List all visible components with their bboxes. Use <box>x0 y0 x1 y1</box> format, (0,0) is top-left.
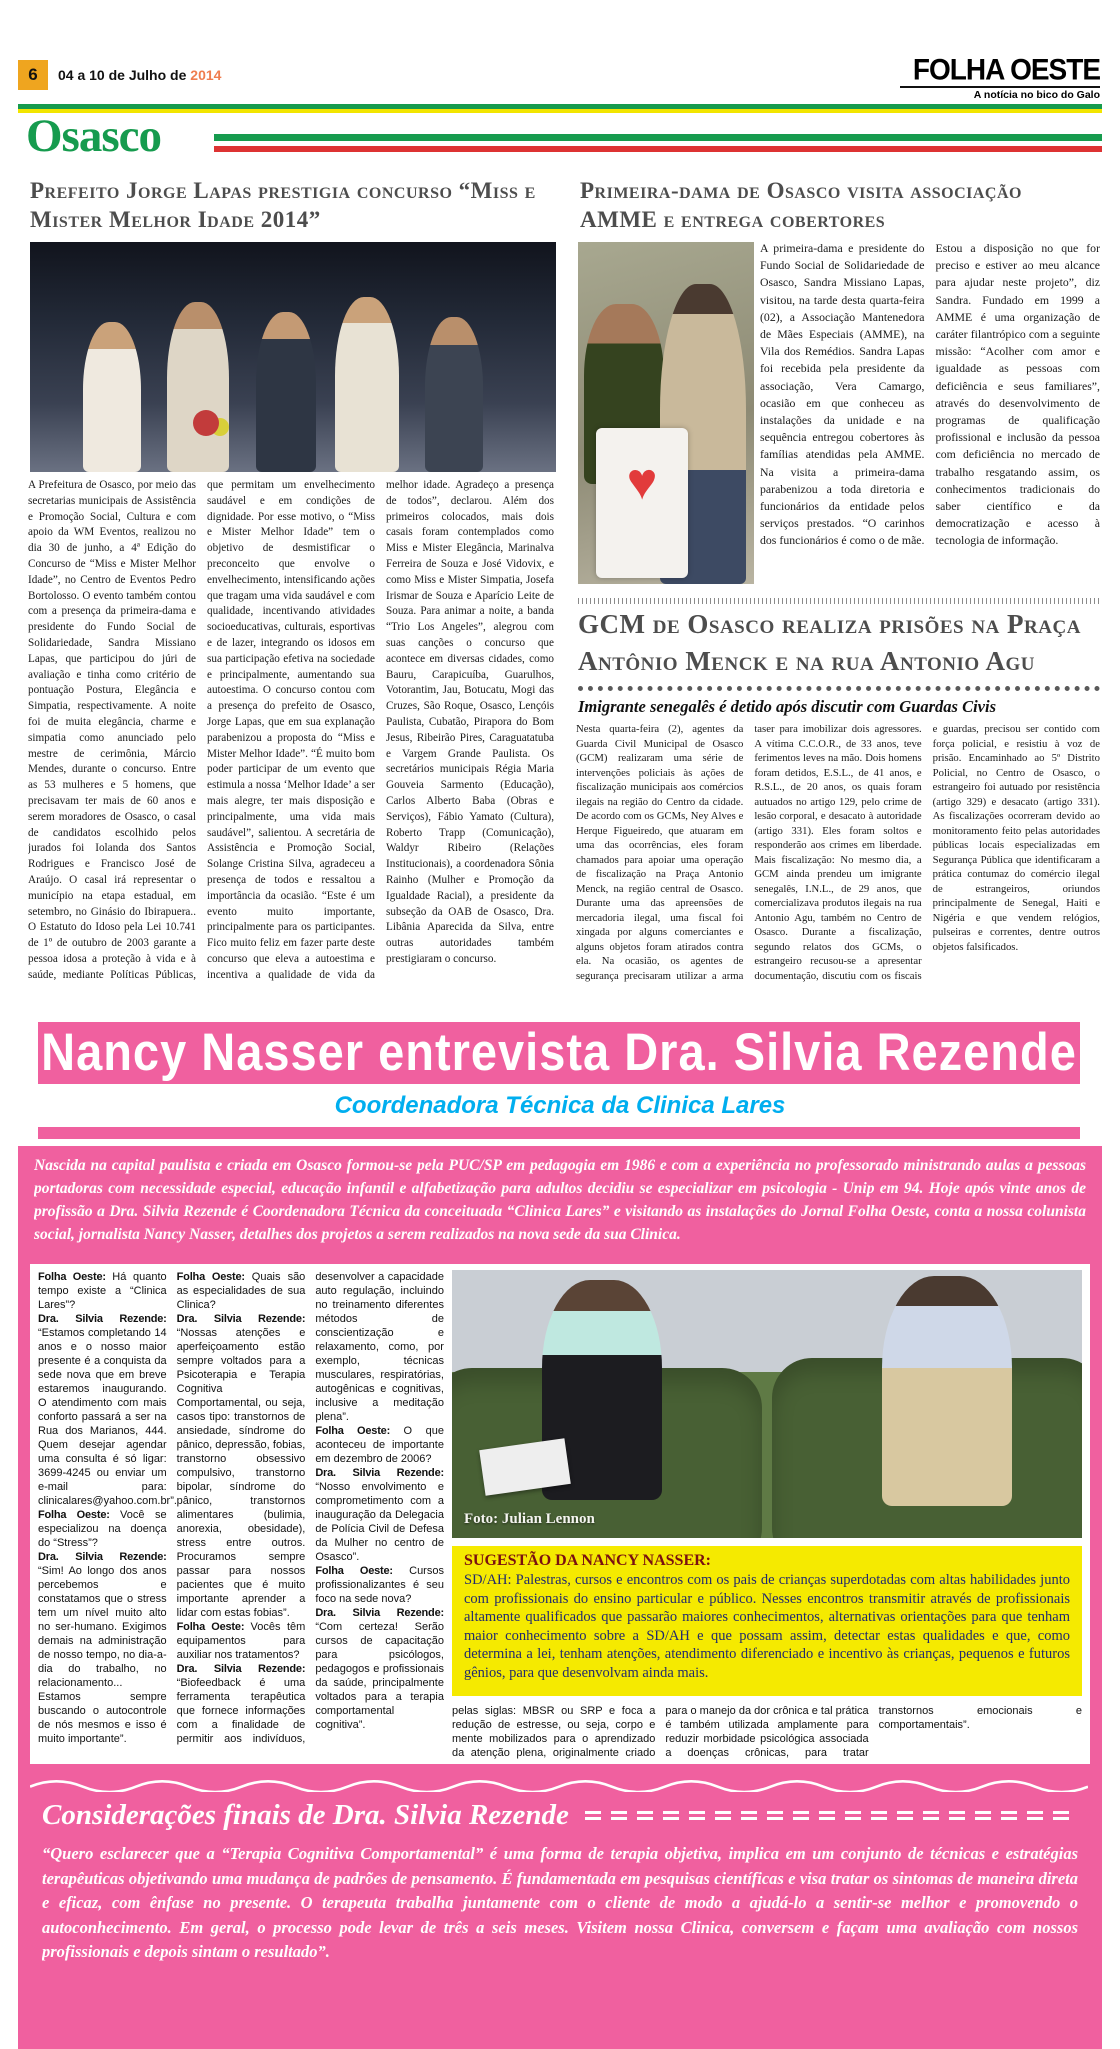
article2-photo <box>578 242 754 584</box>
suggestion-box <box>452 1546 1082 1696</box>
masthead <box>900 53 1100 101</box>
interview-banner <box>38 1022 1080 1084</box>
masthead-title: FOLHA OESTE <box>912 53 1100 86</box>
qa-segment: Folha Oeste: Quais são as especialidades de sua Clinica? <box>176 1271 306 1311</box>
qa-segment: Dra. Silvia Rezende: “Com certeza! Serão cursos de capacitação para psicólogos, pedagogos e profissionais da saúde, principalmente voltados para a terapia comportamental cognitiva”. <box>315 1607 444 1731</box>
article2-headline: Primeira-dama de Osasco visita associação AMME e entrega cobertores <box>580 178 1022 232</box>
article2-body: A primeira-dama e presidente do Fundo Social de Solidariedade de Osasco, Sandra Missiano Lapas, visitou, na tarde desta quarta-feira (02), a Associação Mantenedora de Mães Especiais (AMME), na Vila dos Remédios. Sandra Lapas foi recebida pela presidente da associação, Vera Camargo, ocasião em que conheceu as instalações da unidade e na sequência entregou cobertores às famílias atendidas pela AMME. Na visita a primeira-dama parabenizou a toda diretoria e funcionários da entidade pelos serviços prestados. “O carinhos dos funcionários é como o de mãe. Estou a disposição no que for preciso e estiver ao meu alcance para ajudar neste projeto”, diz Sandra. Fundado em 1999 a AMME é uma organização de caráter filantrópico com a seguinte missão: “Acolher com amor e igualdade as pessoas com deficiência e seus familiares”, através do desenvolvimento de programas de qualificação profissional e inclusão da pessoa com deficiência no mercado de trabalho resgatando assim, os conhecimentos tradicionais do saber científico e da democratização e acesso à tecnologia de informação. <box>760 241 1100 548</box>
article3-headline: GCM de Osasco realiza prisões na Praça Antônio Menck e na rua Antonio Agu <box>578 609 1081 676</box>
final-heading-row <box>42 1798 1078 1832</box>
page-number-badge: 6 <box>18 60 48 90</box>
section-title: Osasco <box>26 110 161 162</box>
qa-segment: Dra. Silvia Rezende: “Nosso envolvimento e comprometimento com a inauguração da Delegacia de Polícia Civil de Defesa da Mulher no centro de Osasco”. <box>315 1467 444 1563</box>
qa-segment: Folha Oeste: O que aconteceu de importante em dezembro de 2006? <box>315 1425 444 1465</box>
interview-continuation: pelas siglas: MBSR ou SRP e foca a redução de estresse, ou seja, corpo e mente mobilizados para o aprendizado da atenção plena, originalmente criado para o manejo da dor crônica e tal prática é também utilizada amplamente para reduzir morbidade psicológica associada a doenças crônicas, para tratar transtornos emocionais e comportamentais”. <box>452 1705 1082 1759</box>
interview-intro: Nascida na capital paulista e criada em Osasco formou-se pela PUC/SP em pedagogia em 1986 e com a experiência no professorado ministrando aulas a pessoas portadoras com necessidade especial, educação infantil e alfabetização para adultos decidiu se especializar em psicologia - Unip em 94. Hoje após vinte anos de profissão a Dra. Silvia Rezende é Coordenadora Técnica da conceituada “Clinica Lares” e visitando as instalações do Jornal Folha Oeste, conta a nossa colunista social, jornalista Nancy Nasser, detalhes dos projetos a serem realizados na nova sede da sua Clinica. <box>34 1157 1086 1243</box>
section-rule-green <box>214 134 1102 141</box>
interview-section <box>18 1146 1102 2049</box>
issue-date-text: 04 a 10 de Julho de <box>58 67 187 83</box>
qa-segment: Dra. Silvia Rezende: “Nossas atenções e aperfeiçoamento estão sempre voltados para a Psicoterapia e Terapia Cognitiva Comportamental, ou seja, casos tipo: transtornos de ansiedade, síndrome do pânico, depressão, fobias, transtorno obsessivo compulsivo, transtorno bipolar, síndrome do pânico, transtornos alimentares (bulimia, anorexia, obesidade), stress entre outros. Procuramos sempre passar para nossos pacientes que é muito importante aprender a lidar com estas fobias”. <box>176 1313 306 1619</box>
masthead-tagline: A notícia no bico do Galo <box>900 86 1100 101</box>
article1-headline: Prefeito Jorge Lapas prestigia concurso “Miss e Mister Melhor Idade 2014” <box>30 178 536 232</box>
person-figure <box>335 297 399 472</box>
article3-top-rule <box>578 598 1100 604</box>
qa-segment: Dra. Silvia Rezende: “Sim! Ao longo dos anos percebemos e constatamos que o stress tem um nível muito alto no ser-humano. Exigimos demais na administração de nosso tempo, no dia-a-dia do trabalho, no relacionamento... Estamos sempre buscando o autocontrole de nós mesmos e isso é muito importante”. <box>38 1551 167 1745</box>
flower-bouquet <box>193 410 219 436</box>
suggestion-heading: SUGESTÃO DA NANCY NASSER: <box>464 1552 712 1569</box>
interview-banner-title: Nancy Nasser entrevista Dra. Silvia Rezende <box>41 1021 1077 1082</box>
final-heading: Considerações finais de Dra. Silvia Rezende <box>42 1799 569 1831</box>
interview-photo-bg <box>452 1270 1082 1538</box>
issue-date-year: 2014 <box>190 67 222 83</box>
person-figure <box>882 1276 1012 1506</box>
qa-segment: Dra. Silvia Rezende: “Biofeedback é uma ferramenta terapêutica que fornece informações com a finalidade de permitir aos indivíduos, desenvolver a capacidade auto regulação, incluindo no treinamento diferentes métodos de conscientização e relaxamento, como, por exemplo, técnicas musculares, respiratórias, autogênicas e cognitivas, inclusive a meditação plena”. <box>176 1271 444 1745</box>
pink-strip <box>38 1127 1080 1139</box>
qa-segment: Folha Oeste: Cursos profissionalizantes é seu foco na sede nova? <box>315 1565 444 1605</box>
qa-segment: Folha Oeste: Há quanto tempo existe a “Clinica Lares”? <box>38 1271 167 1311</box>
suggestion-body: SD/AH: Palestras, cursos e encontros com os pais de crianças superdotadas com altas habilidades junto com profissionais do ensino particular e público. Nesses encontros transmitir através de profissionais altamente qualificados que passarão maiores conhecimentos, alternativas orientações para que tenham maior conhecimento sobre a SD/AH e que possam assim, detectar estas qualidades e que, como determina a lei, tenham atenções, atendimento diferenciado e incentivo às crianças, pequenos e futuros gênios, para que desenvolvam ainda mais. <box>464 1572 1070 1681</box>
person-figure <box>425 317 483 472</box>
interview-subtitle: Coordenadora Técnica da Clinica Lares <box>334 1092 786 1119</box>
gift-bag <box>596 428 688 578</box>
interview-qa-columns <box>38 1270 444 1758</box>
header-rule <box>18 104 1102 113</box>
article1-photo <box>30 242 556 472</box>
heart-icon: ♥ <box>626 454 658 511</box>
article3-body: Nesta quarta-feira (2), agentes da Guarda Civil Municipal de Osasco (GCM) realizaram uma série de intervenções policiais às ações de fiscalização municipais aos comércios ilegais na região do Centro da cidade. De acordo com os GCMs, Ney Alves e Herque Figueiredo, que atuaram em uma das ocorrências, eles foram chamados para apoiar uma operação de fiscalização na Praça Antonio Menck, na região central de Osasco. Durante uma das apreensões de mercadoria ilegal, uma fiscal foi xingada por alguns comerciantes e alguns objetos foram atirados contra ela. Na ocasião, os agentes de segurança precisaram utilizar a arma taser para imobilizar dois agressores. A vítima C.C.O.R., de 33 anos, teve ferimentos leves na mão. Dois homens foram detidos, E.S.L., de 41 anos, e R.S.L., de 20 anos, os quais foram autuados no artigo 129, pelo crime de lesão corporal, e desacato à autoridade (artigo 331). Eles foram soltos e responderão aos crimes em liberdade. Mais fiscalização: No mesmo dia, a GCM ainda prendeu um imigrante senegalês, I.N.L., de 29 anos, que comercializava produtos ilegais na rua Antonio Agu, também no Centro de Osasco. Durante a fiscalização, segundo relatos dos GCMs, o estrangeiro recusou-se a apresentar documentação, discutiu com os fiscais e guardas, precisou ser contido com força policial, e resistiu à voz de prisão. Encaminhado ao 5º Distrito Policial, no Centro de Osasco, o estrangeiro foi autuado por resistência (artigo 329) e desacato (artigo 331). As fiscalizações ocorreram devido ao monitoramento feito pelas autoridades públicas locais especializadas em Segurança Pública que identificaram a prática contumaz do comércio ilegal de estrangeiros, oriundos principalmente de Senegal, Haiti e Nigéria e que vendem relógios, pulseiras e correntes, dentre outros objetos falsificados. <box>576 723 1100 982</box>
person-figure <box>83 322 141 472</box>
person-figure <box>167 302 229 472</box>
section-rule-red <box>214 146 1102 152</box>
qa-segment: Dra. Silvia Rezende: “Estamos completando 14 anos e o nosso maior presente é a conquista da sede nova que em breve estaremos inaugurando. O atendimento com mais conforto passará a ser na Rua dos Marianos, 444. Quem desejar agendar uma consulta é só ligar: 3699-4245 ou enviar um e-mail para: clinicalares@yahoo.com.br”. <box>38 1313 177 1507</box>
final-quote: “Quero esclarecer que a “Terapia Cognitiva Comportamental” é uma forma de terapia objetiva, implica em um conjunto de técnicas e estratégias terapêuticas objetivando uma mudança de padrões de pensamento. É fundamentada em pesquisas científicas e visa tratar os sintomas de maneira direta e eficaz, com ênfase no presente. O terapeuta trabalha juntamente com o cliente de modo a ajudá-lo a sentir-se melhor e promovendo o autoconhecimento. Em geral, o processo pode levar de três a seis meses. Visitem nossa Clinica, conversem e façam uma avaliação com nossos profissionais e depois sintam o resultado”. <box>42 1844 1078 1961</box>
wavy-line <box>30 1776 1088 1792</box>
issue-date <box>58 67 221 83</box>
article3-subhead: Imigrante senegalês é detido após discutir com Guardas Civis <box>578 697 997 716</box>
interview-photo <box>452 1270 1082 1538</box>
article1-body: A Prefeitura de Osasco, por meio das secretarias municipais de Assistência e Promoção Social, Cultura e com apoio da WM Eventos, realizou no dia 30 de junho, a 4ª Edição do Concurso de “Miss e Mister Melhor Idade”, no Centro de Eventos Pedro Bortolosso. O evento também contou com a presença da primeira-dama e presidente do Fundo Social de Solidariedade, Sandra Missiano Lapas, que participou do júri de avaliação e tinha como critério de pontuação Postura, Elegância e Simpatia, respectivamente. A noite foi de muita elegância, charme e simpatia como anunciado pelo mestre de cerimônia, Márcio Mendes, durante o concurso. Entre as 53 mulheres e 5 homens, que precisavam ter mais de 60 anos e serem moradores de Osasco, o casal de candidatos escolhido pelos jurados foi Iolanda dos Santos Rodrigues e Francisco José de Araújo. O casal irá representar o município na etapa estadual, em setembro, no Ginásio do Ibirapuera.. O Estatuto do Idoso pela Lei 10.741 de 1º de outubro de 2003 garante a pessoa idosa a proteção à vida e à saúde, mediante Políticas Públicas, que permitam um envelhecimento saudável e em condições de dignidade. Por esse motivo, o “Miss e Mister Melhor Idade” tem o objetivo de desmistificar o preconceito que envolve o envelhecimento, intensificando ações que tragam uma vida saudável e com qualidade, incentivando atividades socioeducativas, culturais, esportivas e de lazer, integrando os idosos em sua participação efetiva na sociedade e principalmente, aumentando sua autoestima. O concurso contou com a presença do prefeito de Osasco, Jorge Lapas, que em sua explanação parabenizou a proposta do “Miss e Mister Melhor Idade”. “É muito bom poder participar de um evento que estimula a nossa ‘Melhor Idade’ a ser mais alegre, ter mais disposição e principalmente, uma vida mais saudável”, salientou. A secretária de Assistência e Promoção Social, Solange Cristina Silva, agradeceu a presença de todos e ressaltou a importância da ocasião. “Este é um evento muito importante, principalmente para os participantes. Fico muito feliz em fazer parte deste concurso que eleva a autoestima e incentiva a qualidade de vida da melhor idade. Agradeço a presença de todos”, declarou. Além dos primeiros colocados, mais dois casais foram contemplados como Miss e Mister Elegância, Marinalva Ferreira de Souza e José Vidovix, e como Miss e Mister Simpatia, Josefa Irismar de Souza e Aparício Leite de Souza. Para animar a noite, a banda “Trio Los Angeles”, alegrou com suas canções o concurso que acontece em diversas cidades, como Bauru, Carapicuíba, Guarulhos, Votorantim, Jau, Botucatu, Mogi das Cruzes, São Roque, Osasco, Lençóis Paulista, Cubatão, Pirapora do Bom Jesus, Ribeirão Pires, Caraguatatuba e Vargem Grande Paulista. Os secretários municipais Régia Maria Gouveia Sarmento (Educação), Carlos Alberto Baba (Obras e Serviços), Fábio Yamato (Cultura), Roberto Trapp (Comunicação), Waldyr Ribeiro (Relações Institucionais), a coordenadora Sônia Rainho (Mulher e Promoção da Igualdade Racial), a presidente da subseção da OAB de Osasco, Dra. Libânia Aparecida da Silva, entre outras autoridades também prestigiaram o concurso. <box>28 479 554 981</box>
qa-segment: Folha Oeste: Você se especializou na doença do “Stress”? <box>38 1509 167 1549</box>
person-figure <box>256 312 316 472</box>
qa-segment: Folha Oeste: Vocês têm equipamentos para auxiliar nos tratamentos? <box>176 1621 306 1661</box>
article3-dot-rule <box>578 686 1100 691</box>
heading-dashes <box>585 1811 1078 1820</box>
photo-caption: Foto: Julian Lennon <box>464 1511 595 1527</box>
interview-card <box>30 1264 1090 1764</box>
